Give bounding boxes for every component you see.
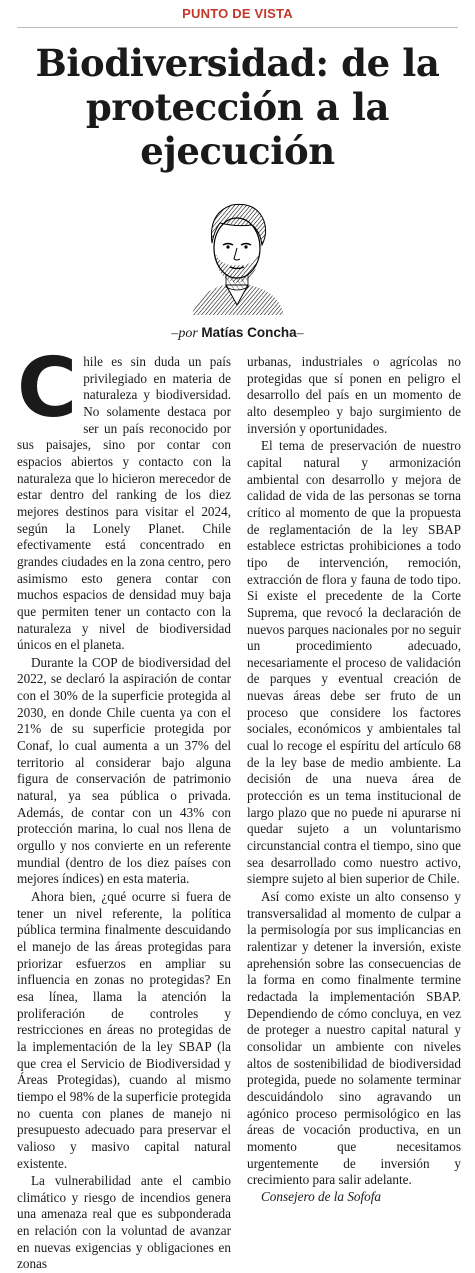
drop-cap: C: [17, 341, 78, 436]
section-divider: [17, 27, 458, 28]
article-paragraph: Durante la COP de biodiversidad del 2022, se declaró la aspiración de contar con el 30% de la superficie protegida al 2030, en donde Chile cuenta ya con el 21% de su superficie protegida por Conaf, lo cual aumenta a un 37% del territorio al considerar bajo alguna figura de conservación de patrimonio natural, ya sea pública o privada. Además, de contar con un 43% con protección marina, lo cual nos llena de orgullo y nos convierte en un referente mundial (dentro de los diez países con mejores índices) en esta materia.: [17, 654, 231, 887]
article-column-right: [247, 354, 461, 1204]
article-paragraph: urbanas, industriales o agrícolas no protegidas que sí ponen en peligro el desarrollo del país en un momento de alto desempleo y bajo surgimiento de inversión y oportunidades.: [247, 354, 461, 436]
author-signature: Consejero de la Sofofa: [261, 1188, 382, 1204]
byline-prefix: –por: [171, 326, 198, 341]
headline: Biodiversidad: de la protección a la ejecución: [35, 41, 440, 173]
author-portrait: [186, 193, 288, 315]
article-column-left: [17, 341, 231, 1272]
article-paragraph: Así como existe un alto consenso y transversalidad al momento de culpar a la permisología por sus implicancias en ralentizar y detener la inversión, existe aprehensión sobre las consecuencias de la forma en como finalmente termine redactada la implementación SBAP. Dependiendo de cómo concluya, en vez de proteger a nuestro capital natural y consolidar un ambiente con niveles altos de sostenibilidad de biodiversidad protegida, puede no solamente terminar descuidándolo sino agravando un agónico proceso permisológico en las áreas de vocación productiva, en un momento que necesitamos urgentemente de inversión y crecimiento para salir adelante.: [247, 889, 461, 1188]
article-paragraph: Ahora bien, ¿qué ocurre si fuera de tener un nivel referente, la política pública termina finalmente descuidando el manejo de las áreas protegidas para priorizar esfuerzos en ampliar su influencia en zonas no protegidas? En esa línea, llama la atención la proliferación de controles y restricciones en áreas no protegidas de la implementación de la ley SBAP (la que crea el Servicio de Biodiversidad y Áreas Protegidas), cuando al mismo tiempo el 98% de la superficie protegida no cuenta con planes de manejo ni presupuesto adecuado para preservar el valioso y masivo capital natural existente.: [17, 889, 231, 1171]
byline-suffix: –: [296, 326, 304, 341]
section-label: PUNTO DE VISTA: [182, 6, 293, 21]
article-paragraph: El tema de preservación de nuestro capital natural y armonización ambiental con desarrollo y mejora de calidad de vida de las personas se torna crítico al momento de que la propuesta de reglamentación de la ley SBAP establece estrictas prohibiciones a todo tipo de intervención, remoción, extracción de flora y fauna de todo tipo. Si existe el precedente de la Corte Suprema, que revocó la declaración de nuevos parques nacionales por no seguir un procedimiento adecuado, necesariamente el proceso de validación de parques y eventual creación de nuevas áreas debe ser fruto de un proceso que considere los factores sociales, económicos y ambientales tal cual lo recoge el espíritu del artículo 68 de la ley base de medio ambiente. La decisión de una nueva área de protección es un tema institucional de largo plazo que no puede ni apurarse ni quedar sujeto a un voluntarismo circunstancial contra el tiempo, sino que sea desarrollado como nuestro activo, siempre sujeto al bien superior de Chile.: [247, 438, 461, 887]
author-name: Matías Concha: [201, 325, 297, 340]
article-paragraph: Chile es sin duda un país privilegiado en materia de naturaleza y biodiversidad. No solamente destaca por ser un país reconocido por sus paisajes, sino por contar con espacios abiertos y contacto con la naturaleza que lo hicieron merecedor de estar dentro del ranking de los diez mejores destinos para visitar el 2024, según la Lonely Planet. Chile efectivamente está concentrado en grandes ciudades en la zona centro, pero asimismo esto genera contar con muchos espacios de densidad muy baja que permiten tener un contacto con la naturaleza y nivel de biodiversidad únicos en el planeta.: [17, 341, 231, 653]
article-paragraph: La vulnerabilidad ante el cambio climático y riesgo de incendios genera una amenaza real que es subponderada en relación con la voluntad de avanzar en nuevas exigencias y obligaciones en zonas: [17, 1173, 231, 1272]
byline: [0, 325, 475, 342]
